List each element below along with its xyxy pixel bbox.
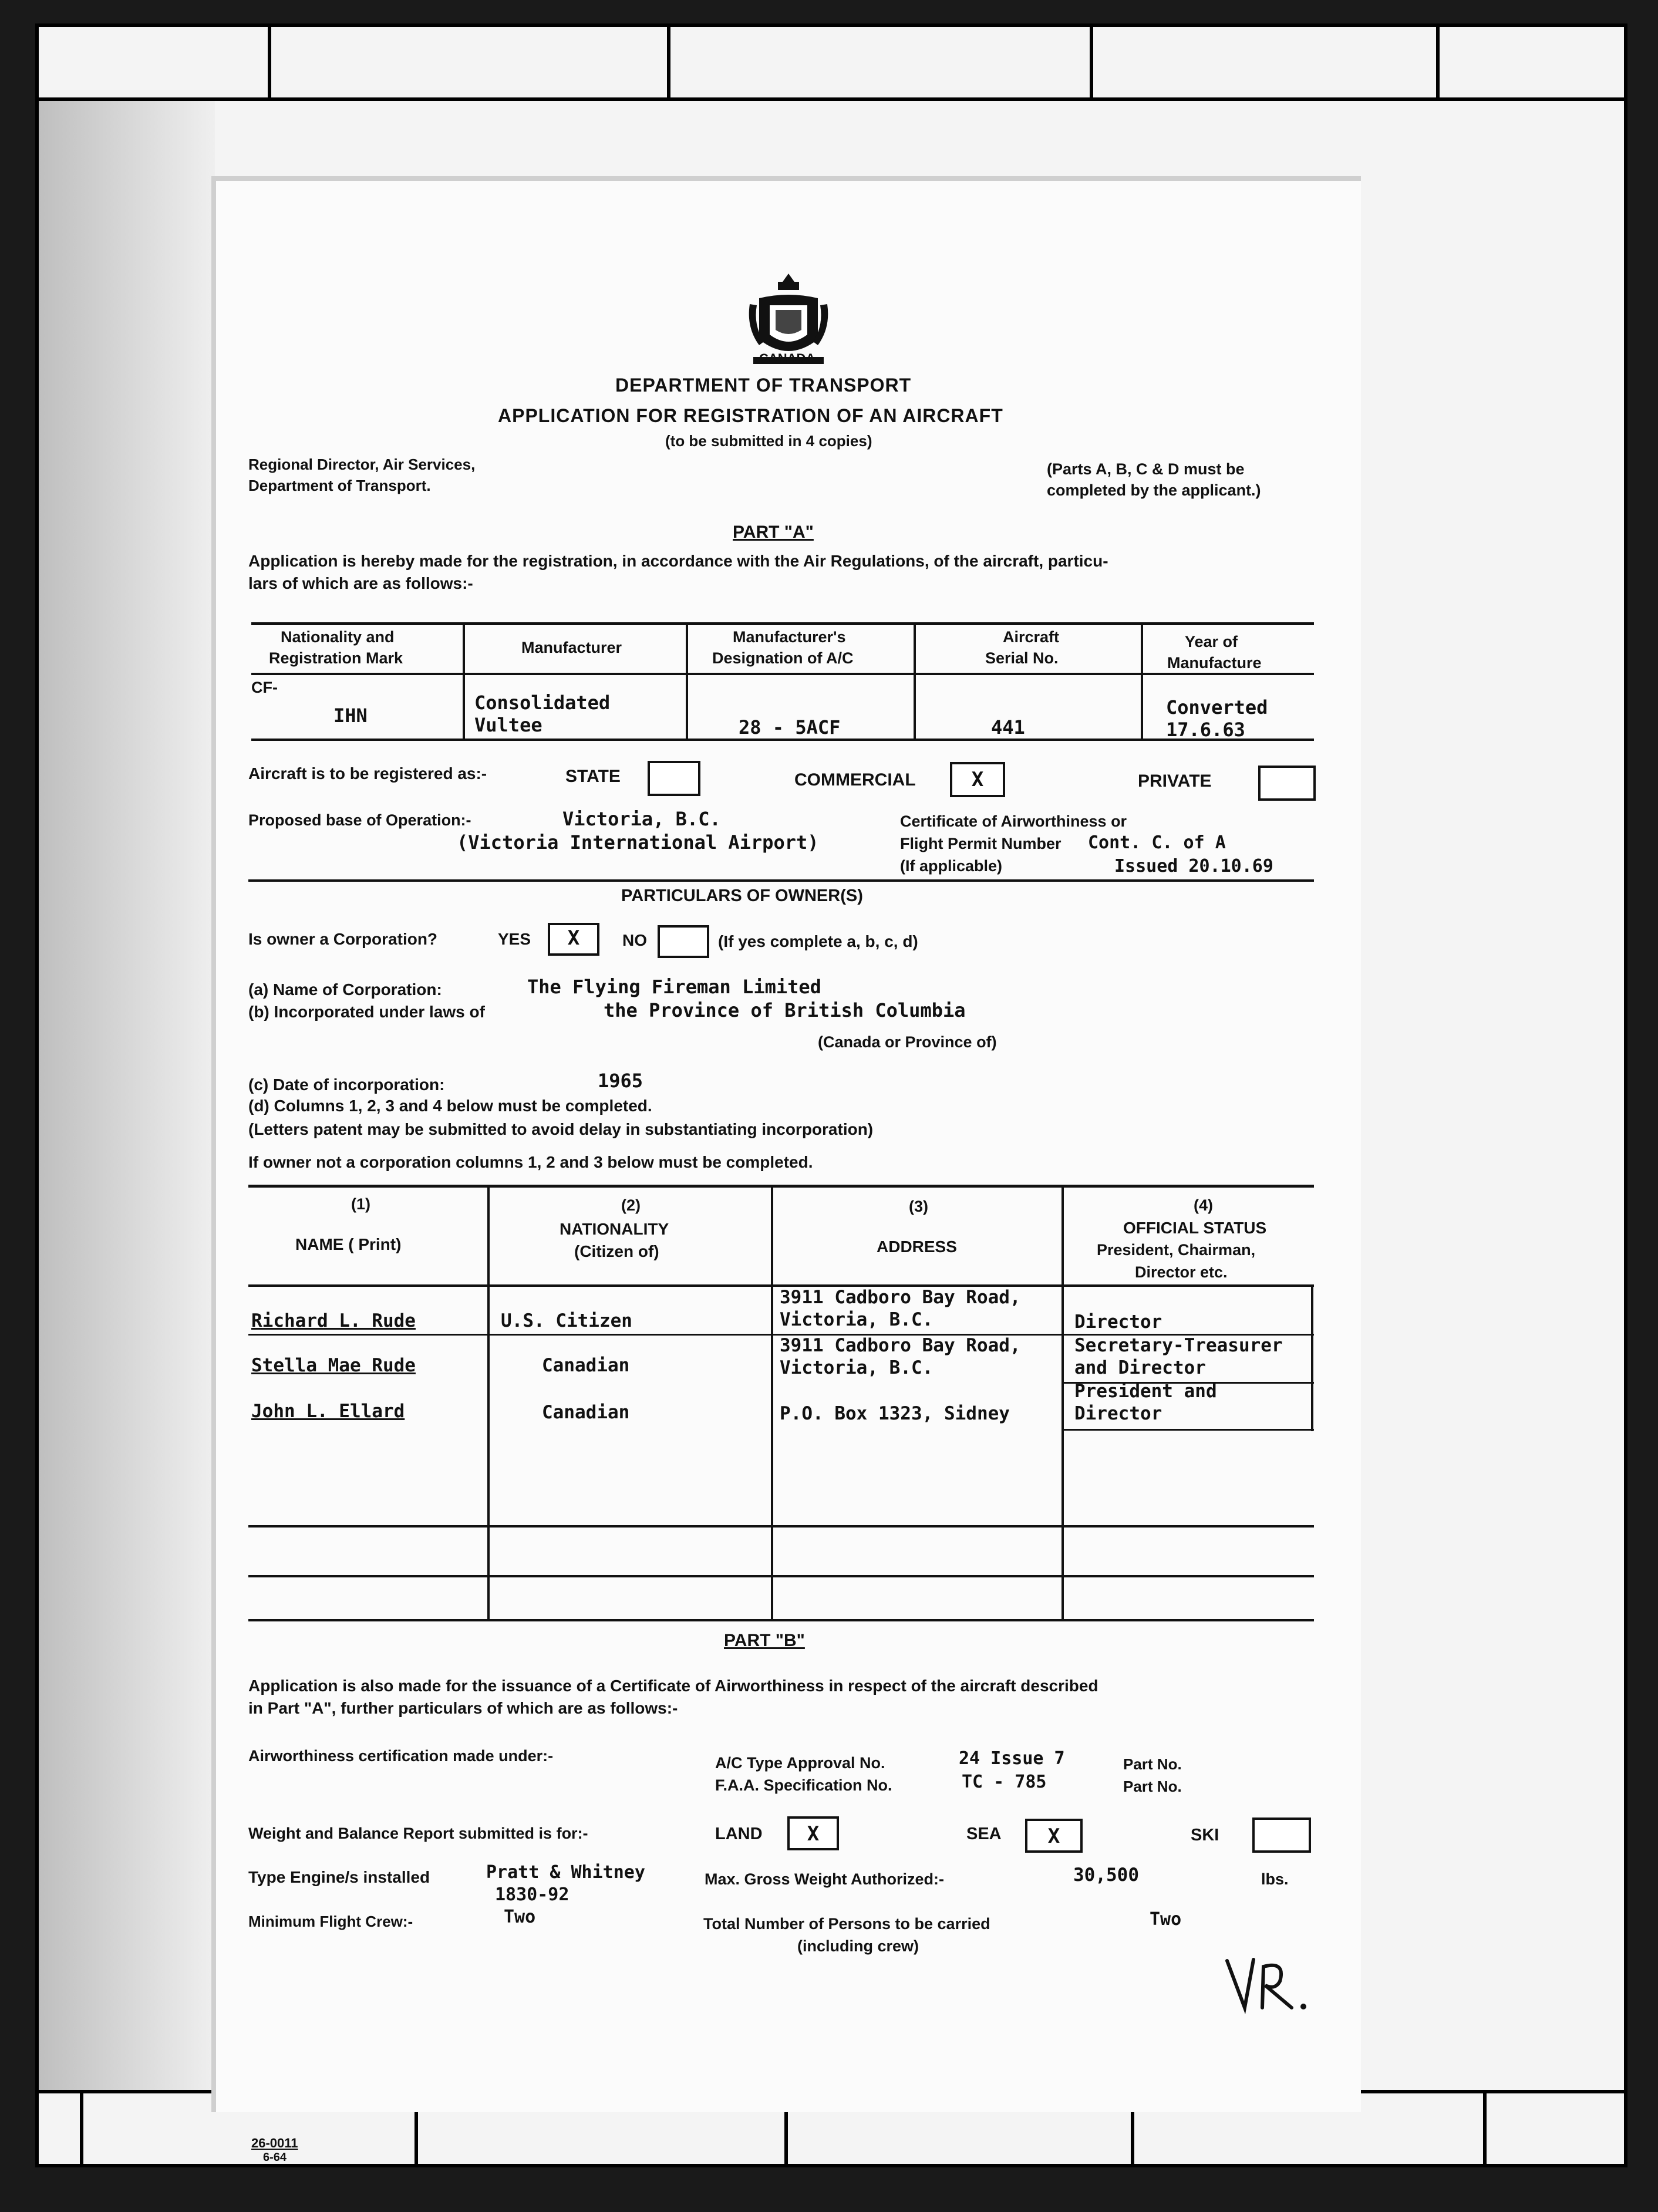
part-b-heading: PART "B" bbox=[724, 1631, 805, 1650]
faa-value: TC - 785 bbox=[962, 1772, 1047, 1792]
frame-top-strip bbox=[39, 27, 1624, 101]
col4-number: (4) bbox=[1194, 1196, 1213, 1214]
col-nationality-l1: Nationality and bbox=[281, 628, 395, 646]
owners-col-rule bbox=[1311, 1284, 1313, 1431]
private-label: PRIVATE bbox=[1138, 771, 1212, 791]
table-header-rule bbox=[251, 673, 1314, 675]
col2-label-l1: NATIONALITY bbox=[560, 1220, 669, 1238]
commercial-label: COMMERCIAL bbox=[794, 770, 916, 790]
persons-value: Two bbox=[1150, 1909, 1182, 1930]
persons-label: Total Number of Persons to be carried bbox=[703, 1915, 990, 1933]
col-year-l2: Manufacture bbox=[1167, 654, 1262, 672]
form-title: APPLICATION FOR REGISTRATION OF AN AIRCRAFT bbox=[498, 405, 1003, 426]
col-manufacturer: Manufacturer bbox=[521, 639, 622, 656]
no-checkbox[interactable] bbox=[658, 925, 709, 958]
form-number: 26-0011 bbox=[251, 2136, 298, 2150]
table-top-rule bbox=[251, 622, 1314, 625]
col3-number: (3) bbox=[909, 1198, 928, 1215]
col4-label-l2: President, Chairman, bbox=[1097, 1241, 1256, 1259]
coa-value-l1: Cont. C. of A bbox=[1088, 832, 1226, 853]
frame-tick bbox=[1483, 2093, 1487, 2164]
owner-nationality: Canadian bbox=[542, 1402, 630, 1423]
part-b-intro-line-1: Application is also made for the issuance of a Certificate of Airworthiness in respect of the aircraft described bbox=[248, 1677, 1098, 1695]
base-value-l2: (Victoria International Airport) bbox=[457, 831, 819, 854]
land-checkbox[interactable]: X bbox=[787, 1816, 839, 1850]
parts-note-line-2: completed by the applicant.) bbox=[1047, 481, 1261, 499]
handwritten-initials-signature bbox=[1221, 1949, 1315, 2019]
coa-label-l2: Flight Permit Number bbox=[900, 835, 1061, 852]
sea-label: SEA bbox=[966, 1825, 1002, 1843]
cert-label: Airworthiness certification made under:- bbox=[248, 1747, 554, 1765]
col2-label-l2: (Citizen of) bbox=[574, 1242, 659, 1260]
crew-value: Two bbox=[504, 1907, 536, 1927]
year-value-l2: 17.6.63 bbox=[1166, 719, 1245, 741]
land-label: LAND bbox=[715, 1825, 763, 1843]
owners-table-top-rule bbox=[248, 1185, 1314, 1188]
table-col-rule bbox=[463, 622, 465, 740]
state-checkbox[interactable] bbox=[648, 761, 700, 796]
persons-note: (including crew) bbox=[797, 1937, 919, 1955]
scan-shadow bbox=[39, 101, 215, 2091]
manufacturer-value-l1: Consolidated bbox=[474, 692, 611, 714]
owner-address-l1: P.O. Box 1323, Sidney bbox=[780, 1403, 1010, 1424]
manufacturer-value-l2: Vultee bbox=[474, 714, 542, 736]
year-value-l1: Converted bbox=[1166, 696, 1268, 719]
col-year-l1: Year of bbox=[1185, 633, 1238, 650]
ski-label: SKI bbox=[1191, 1826, 1219, 1845]
col-nationality-l2: Registration Mark bbox=[269, 649, 403, 667]
incorporated-value: the Province of British Columbia bbox=[604, 999, 966, 1021]
owners-table-rule bbox=[248, 1525, 1314, 1528]
letters-patent-note: (Letters patent may be submitted to avoid delay in substantiating incorporation) bbox=[248, 1120, 874, 1138]
owner-address-l2: Victoria, B.C. bbox=[780, 1309, 934, 1330]
owner-status-l2: Director bbox=[1074, 1403, 1162, 1424]
corp-question: Is owner a Corporation? bbox=[248, 930, 438, 948]
frame-tick bbox=[1090, 27, 1093, 97]
engine-label: Type Engine/s installed bbox=[248, 1868, 430, 1886]
type-approval-label: A/C Type Approval No. bbox=[715, 1754, 885, 1772]
no-label: NO bbox=[622, 931, 647, 949]
owner-address-l2: Victoria, B.C. bbox=[780, 1357, 934, 1378]
canada-coat-of-arms-icon bbox=[742, 269, 835, 386]
table-col-rule bbox=[914, 622, 916, 740]
base-label: Proposed base of Operation:- bbox=[248, 811, 471, 829]
table-col-rule bbox=[1141, 622, 1143, 740]
corp-name-label: (a) Name of Corporation: bbox=[248, 980, 442, 999]
owner-status-l1: Secretary-Treasurer bbox=[1074, 1335, 1283, 1356]
gross-weight-label: Max. Gross Weight Authorized:- bbox=[705, 1870, 945, 1888]
copies-note: (to be submitted in 4 copies) bbox=[665, 432, 872, 450]
table-bottom-rule bbox=[251, 739, 1314, 741]
incorporated-note: (Canada or Province of) bbox=[818, 1033, 997, 1051]
coa-value-l2: Issued 20.10.69 bbox=[1114, 856, 1273, 876]
frame-tick bbox=[268, 27, 271, 97]
serial-value: 441 bbox=[991, 716, 1025, 739]
addressee-line-1: Regional Director, Air Services, bbox=[248, 456, 476, 473]
crew-label: Minimum Flight Crew:- bbox=[248, 1913, 413, 1930]
part-no-label-2: Part No. bbox=[1123, 1778, 1182, 1795]
gross-weight-unit: lbs. bbox=[1261, 1870, 1289, 1888]
frame-tick bbox=[80, 2093, 83, 2164]
corp-name-value: The Flying Fireman Limited bbox=[527, 976, 821, 998]
commercial-checkbox[interactable]: X bbox=[950, 762, 1005, 797]
designation-value: 28 - 5ACF bbox=[739, 716, 841, 739]
incorporation-date-value: 1965 bbox=[598, 1070, 643, 1092]
col4-label-l1: OFFICIAL STATUS bbox=[1123, 1219, 1267, 1237]
owner-address-l1: 3911 Cadboro Bay Road, bbox=[780, 1287, 1021, 1308]
registration-mark-value: IHN bbox=[333, 704, 368, 727]
base-value-l1: Victoria, B.C. bbox=[562, 808, 721, 830]
owners-table-bottom-rule bbox=[248, 1619, 1314, 1621]
col3-label: ADDRESS bbox=[877, 1237, 957, 1256]
form-date: 6-64 bbox=[263, 2151, 287, 2164]
nationality-prefix: CF- bbox=[251, 679, 278, 696]
owner-status-l1: Director bbox=[1074, 1311, 1162, 1333]
yes-label: YES bbox=[498, 930, 531, 948]
coa-label-l1: Certificate of Airworthiness or bbox=[900, 812, 1127, 830]
table-col-rule bbox=[686, 622, 688, 740]
state-label: STATE bbox=[565, 767, 621, 786]
part-b-intro-line-2: in Part "A", further particulars of which are as follows:- bbox=[248, 1699, 678, 1717]
part-a-heading: PART "A" bbox=[733, 522, 814, 542]
part-a-intro-line-1: Application is hereby made for the registration, in accordance with the Air Regulations, of the aircraft, particu- bbox=[248, 552, 1108, 570]
owners-row-rule bbox=[1061, 1429, 1314, 1431]
department-title: DEPARTMENT OF TRANSPORT bbox=[615, 375, 912, 396]
not-corp-note: If owner not a corporation columns 1, 2 and 3 below must be completed. bbox=[248, 1153, 813, 1171]
columns-note: (d) Columns 1, 2, 3 and 4 below must be completed. bbox=[248, 1097, 652, 1115]
owner-status-l1: President and bbox=[1074, 1381, 1217, 1402]
owner-address-l1: 3911 Cadboro Bay Road, bbox=[780, 1335, 1021, 1356]
part-no-label-1: Part No. bbox=[1123, 1755, 1182, 1773]
part-a-intro-line-2: lars of which are as follows:- bbox=[248, 574, 473, 592]
owner-nationality: U.S. Citizen bbox=[501, 1310, 632, 1331]
sea-checkbox[interactable]: X bbox=[1025, 1819, 1083, 1853]
frame-tick bbox=[667, 27, 670, 97]
registered-as-label: Aircraft is to be registered as:- bbox=[248, 764, 487, 783]
col-serial-l1: Aircraft bbox=[1003, 628, 1060, 646]
coa-applicable-note: (If applicable) bbox=[900, 857, 1003, 875]
yes-checkbox[interactable]: X bbox=[548, 923, 599, 956]
owner-name: Richard L. Rude bbox=[251, 1310, 416, 1331]
frame-tick bbox=[1436, 27, 1440, 97]
parts-note-line-1: (Parts A, B, C & D must be bbox=[1047, 460, 1245, 478]
incorporated-label: (b) Incorporated under laws of bbox=[248, 1003, 485, 1021]
application-form bbox=[211, 176, 1361, 2164]
owners-col-rule bbox=[1061, 1185, 1064, 1621]
owners-col-rule bbox=[487, 1185, 490, 1621]
faa-label: F.A.A. Specification No. bbox=[715, 1776, 892, 1794]
owner-heading: PARTICULARS OF OWNER(S) bbox=[621, 886, 863, 905]
type-approval-value: 24 Issue 7 bbox=[959, 1748, 1065, 1769]
owner-name: John L. Ellard bbox=[251, 1401, 405, 1422]
addressee-line-2: Department of Transport. bbox=[248, 477, 431, 494]
col1-label: NAME ( Print) bbox=[295, 1235, 402, 1253]
private-checkbox[interactable] bbox=[1258, 766, 1316, 801]
weight-balance-label: Weight and Balance Report submitted is for:- bbox=[248, 1825, 588, 1842]
col4-label-l3: Director etc. bbox=[1135, 1263, 1228, 1281]
engine-value-l1: Pratt & Whitney bbox=[486, 1862, 645, 1883]
owner-nationality: Canadian bbox=[542, 1355, 630, 1376]
incorporation-date-label: (c) Date of incorporation: bbox=[248, 1075, 445, 1094]
col2-number: (2) bbox=[621, 1196, 641, 1214]
owner-name: Stella Mae Rude bbox=[251, 1355, 416, 1376]
owner-status-l2: and Director bbox=[1074, 1357, 1206, 1378]
col-designation-l2: Designation of A/C bbox=[712, 649, 854, 667]
owners-col-rule bbox=[771, 1185, 773, 1621]
col-serial-l2: Serial No. bbox=[985, 649, 1059, 667]
col1-number: (1) bbox=[351, 1195, 370, 1213]
engine-value-l2: 1830-92 bbox=[495, 1884, 569, 1905]
section-rule bbox=[248, 879, 1314, 882]
yes-note: (If yes complete a, b, c, d) bbox=[718, 932, 918, 950]
col-designation-l1: Manufacturer's bbox=[733, 628, 846, 646]
owners-table-rule bbox=[248, 1575, 1314, 1577]
gross-weight-value: 30,500 bbox=[1073, 1864, 1139, 1886]
ski-checkbox[interactable] bbox=[1252, 1818, 1311, 1853]
country-label: CANADA bbox=[759, 351, 815, 366]
